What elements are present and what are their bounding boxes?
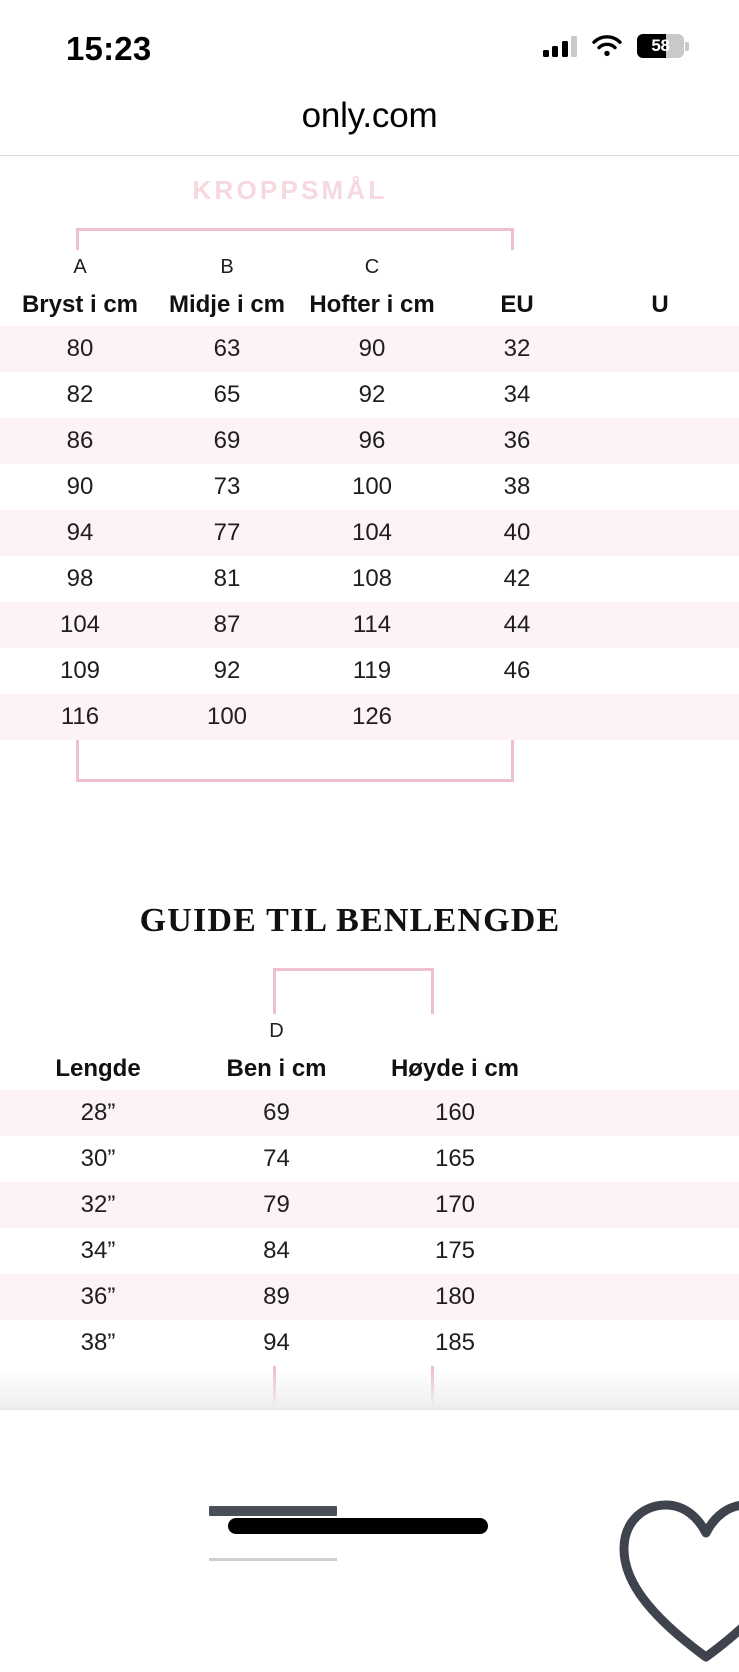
cellular-bars-icon — [543, 36, 578, 57]
cell-hofter: 96 — [358, 427, 386, 454]
cell-lengde: 38” — [80, 1329, 116, 1356]
table-row — [0, 648, 739, 694]
cell-uk — [590, 602, 730, 648]
cell-hofter: 92 — [358, 381, 386, 408]
table-header-row — [0, 284, 739, 326]
cell-hoyde: 175 — [434, 1237, 476, 1264]
table-row — [0, 510, 739, 556]
table-row — [0, 464, 739, 510]
column-letter-eu — [444, 250, 590, 284]
column-letter-uk — [590, 250, 730, 284]
table-row — [0, 1090, 739, 1136]
cell-midje: 63 — [213, 335, 241, 362]
home-indicator[interactable] — [228, 1518, 488, 1534]
battery-icon — [637, 34, 684, 58]
table-row — [0, 1182, 739, 1228]
column-header-midje: Midje i cm — [168, 291, 286, 318]
table-row — [0, 418, 739, 464]
heart-outline-icon[interactable] — [616, 1487, 739, 1667]
cell-lengde: 28” — [80, 1099, 116, 1126]
cell-bryst: 82 — [66, 381, 94, 408]
table-row — [0, 326, 739, 372]
table-row — [0, 602, 739, 648]
toolbar-divider-line — [209, 1558, 337, 1561]
cell-hoyde: 170 — [434, 1191, 476, 1218]
cell-midje: 65 — [213, 381, 241, 408]
cell-bryst: 98 — [66, 565, 94, 592]
leg-column-header-ben: Ben i cm — [226, 1055, 327, 1082]
leg-column-letter-d: D — [269, 1019, 284, 1042]
cell-hoyde: 160 — [434, 1099, 476, 1126]
cell-uk — [590, 556, 730, 602]
status-bar — [0, 0, 739, 76]
cell-eu: 44 — [503, 611, 531, 638]
wifi-icon — [592, 35, 622, 57]
page-bottom-fade — [0, 1370, 739, 1410]
column-header-bryst: Bryst i cm — [21, 291, 139, 318]
cell-hoyde: 165 — [434, 1145, 476, 1172]
cell-uk — [590, 694, 730, 740]
cell-hoyde: 185 — [434, 1329, 476, 1356]
cell-eu: 40 — [503, 519, 531, 546]
browser-url-label[interactable]: only.com — [301, 95, 438, 135]
status-bar-indicators — [543, 34, 685, 58]
leg-column-header-lengde: Lengde — [55, 1055, 141, 1082]
cell-uk — [590, 418, 730, 464]
leg-column-letter-lengde — [0, 1014, 196, 1048]
column-letter-a: A — [73, 255, 87, 278]
leg-length-table — [0, 1014, 739, 1366]
cell-bryst: 86 — [66, 427, 94, 454]
cell-eu: 34 — [503, 381, 531, 408]
table-row — [0, 694, 739, 740]
cell-hofter: 90 — [358, 335, 386, 362]
cell-lengde: 36” — [80, 1283, 116, 1310]
column-header-hofter: Hofter i cm — [309, 291, 435, 318]
column-header-uk: U — [651, 291, 669, 318]
table-row — [0, 1274, 739, 1320]
cell-hofter: 119 — [352, 657, 392, 684]
cell-uk — [590, 510, 730, 556]
cell-bryst: 80 — [66, 335, 94, 362]
webpage-content[interactable] — [0, 157, 739, 1410]
cell-lengde: 32” — [80, 1191, 116, 1218]
cell-ben: 79 — [263, 1191, 290, 1218]
cell-bryst: 109 — [59, 657, 101, 684]
cell-eu: 36 — [503, 427, 531, 454]
cell-midje: 92 — [213, 657, 241, 684]
cell-uk — [590, 464, 730, 510]
cell-ben: 84 — [263, 1237, 290, 1264]
cell-ben: 69 — [263, 1099, 290, 1126]
cell-lengde: 30” — [80, 1145, 116, 1172]
cell-uk — [590, 372, 730, 418]
cell-hofter: 108 — [351, 565, 393, 592]
table-row — [0, 1228, 739, 1274]
cell-bryst: 116 — [60, 703, 100, 730]
cell-hofter: 104 — [351, 519, 393, 546]
cell-midje: 69 — [213, 427, 241, 454]
table-row — [0, 1136, 739, 1182]
column-letter-b: B — [220, 255, 234, 278]
benlengde-title: GUIDE TIL BENLENGDE — [139, 902, 561, 939]
cell-hofter: 114 — [352, 611, 392, 638]
leg-table-header-row — [0, 1048, 739, 1090]
cell-eu: 42 — [503, 565, 531, 592]
column-header-eu: EU — [500, 291, 534, 318]
status-bar-time: 15:23 — [66, 30, 152, 67]
cell-bryst: 90 — [66, 473, 94, 500]
browser-address-bar[interactable] — [0, 76, 739, 156]
cell-eu — [444, 694, 590, 740]
table-header-letters-row — [0, 250, 739, 284]
toolbar-grey-bar — [209, 1506, 337, 1516]
cell-hoyde: 180 — [434, 1283, 476, 1310]
table-row — [0, 1320, 739, 1366]
cell-eu: 38 — [503, 473, 531, 500]
cell-midje: 73 — [213, 473, 241, 500]
cell-bryst: 104 — [59, 611, 101, 638]
cell-uk — [590, 326, 730, 372]
cell-hofter: 126 — [351, 703, 393, 730]
table-row — [0, 372, 739, 418]
cell-lengde: 34” — [80, 1237, 116, 1264]
leg-column-letter-hoyde — [357, 1014, 553, 1048]
cell-ben: 74 — [263, 1145, 290, 1172]
cell-midje: 87 — [213, 611, 241, 638]
cell-midje: 77 — [213, 519, 241, 546]
cell-ben: 94 — [263, 1329, 290, 1356]
cell-midje: 81 — [213, 565, 241, 592]
table-row — [0, 556, 739, 602]
leg-column-header-hoyde: Høyde i cm — [390, 1055, 520, 1082]
kroppsmal-title: KROPPSMÅL — [192, 175, 388, 205]
cell-uk — [590, 648, 730, 694]
cell-bryst: 94 — [66, 519, 94, 546]
cell-midje: 100 — [206, 703, 248, 730]
cell-hofter: 100 — [351, 473, 393, 500]
body-measurements-table — [0, 250, 739, 740]
leg-table-header-letters-row — [0, 1014, 739, 1048]
column-letter-c: C — [364, 255, 380, 278]
cell-ben: 89 — [263, 1283, 290, 1310]
cell-eu: 46 — [503, 657, 531, 684]
cell-eu: 32 — [503, 335, 531, 362]
battery-percent-label: 58 — [651, 36, 670, 55]
